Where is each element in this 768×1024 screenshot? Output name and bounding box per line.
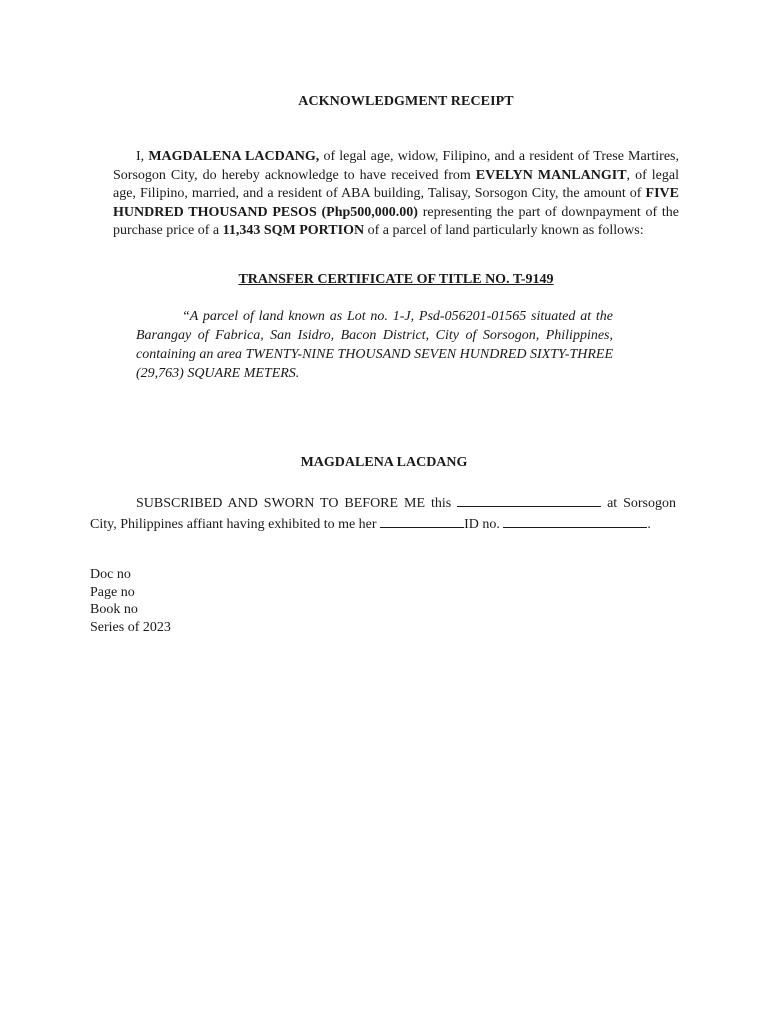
series-label: Series of 2023 (90, 619, 171, 635)
amount-received: FIVE HUNDRED THOUSAND PESOS (Php500,000.00) (113, 186, 679, 220)
jurat-text-1: SUBSCRIBED AND SWORN TO BEFORE ME this (136, 496, 458, 511)
page-no-label: Page no (90, 584, 135, 600)
receiver-name: MAGDALENA LACDANG, (148, 149, 320, 164)
tct-heading: TRANSFER CERTIFICATE OF TITLE NO. T-9149 (238, 272, 554, 287)
land-description: “A parcel of land known as Lot no. 1-J, Psd-056201-01565 situated at the Barangay of Fabrica, San Isidro, Bacon District, City of Sorsogon, Philippines, containing an area TWENTY-NINE THOUSAND SEVEN HUNDRED SIXTY-THREE (29,763) SQUARE METERS. (136, 309, 613, 381)
notarial-register (90, 566, 171, 636)
body-text-2: of legal age, widow, Filipino, and a resident of Trese Martires, Sorsogon City, do hereby acknowledge to have received from (113, 149, 679, 183)
body-text-5: of a parcel of land particularly known as follows: (364, 223, 644, 238)
date-blank-line[interactable] (457, 492, 601, 507)
jurat-text-2: at Sorsogon City, Philippines affiant having exhibited to me her (90, 496, 677, 532)
id-number-blank-line[interactable] (503, 513, 647, 528)
book-no-label: Book no (90, 602, 138, 617)
body-text-3: , of legal age, Filipino, married, and a resident of ABA building, Talisay, Sorsogon City, the amount of (113, 167, 679, 201)
signatory-name: MAGDALENA LACDANG (300, 455, 468, 470)
receipt-body-paragraph (113, 148, 679, 241)
body-text-1: I, (136, 149, 149, 164)
document-title: ACKNOWLEDGMENT RECEIPT (298, 94, 514, 109)
jurat-text-4: . (647, 517, 651, 532)
body-text-4: representing the part of downpayment of the purchase price of a (113, 204, 680, 238)
jurat-paragraph (90, 492, 676, 534)
doc-no-label: Doc no (90, 567, 131, 582)
jurat-text-3: ID no. (464, 517, 504, 532)
id-type-blank-line[interactable] (380, 513, 464, 528)
land-portion: 11,343 SQM PORTION (222, 223, 365, 238)
payer-name: EVELYN MANLANGIT (475, 167, 627, 183)
